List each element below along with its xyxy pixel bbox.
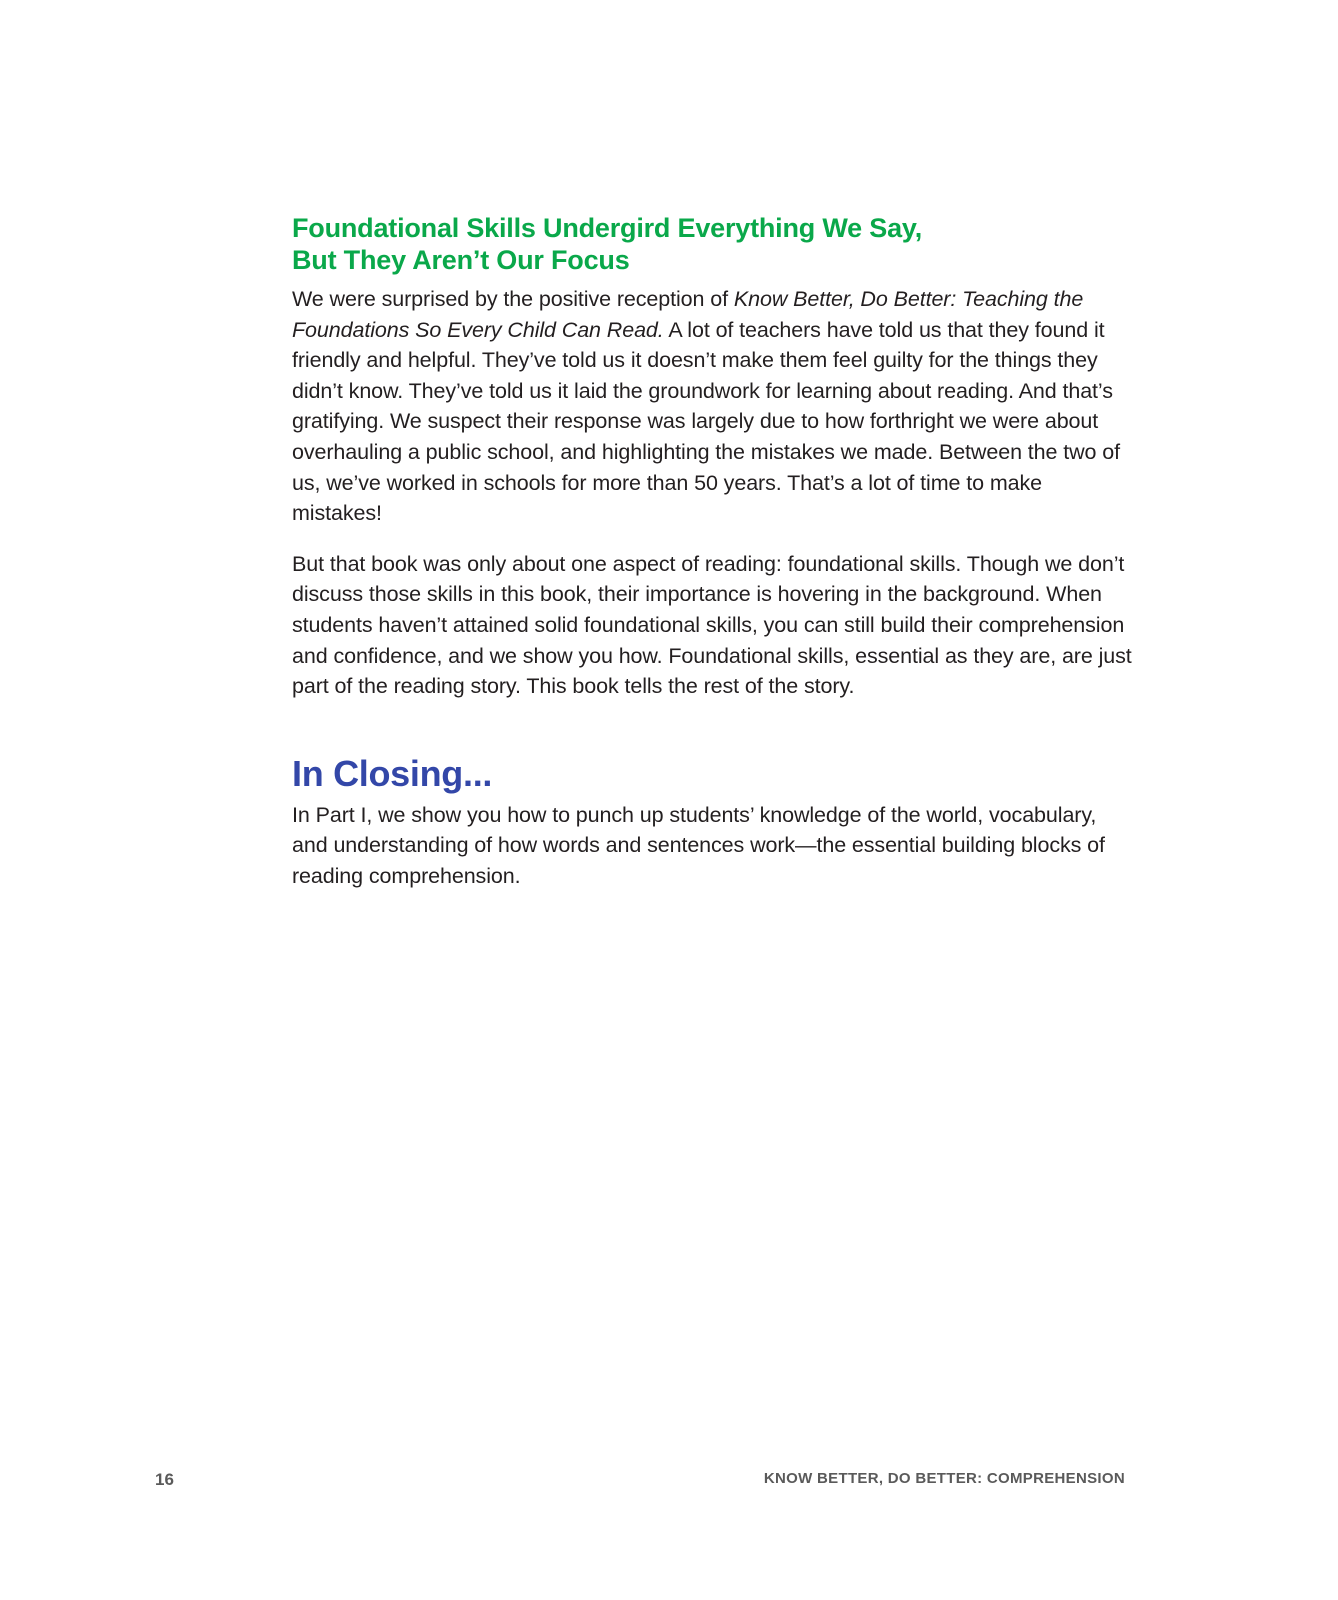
paragraph-text: We were surprised by the positive reception of <box>292 287 734 311</box>
section-heading-foundational-skills <box>292 212 1132 276</box>
paragraph-text: A lot of teachers have told us that they found it friendly and helpful. They’ve told us it doesn’t make them feel guilty for the things they didn’t know. They’ve told us it laid the groundwork for learning about reading. And that’s gratifying. We suspect their response was largely due to how forthright we were about overhauling a public school, and highlighting the mistakes we made. Between the two of us, we’ve worked in schools for more than 50 years. That’s a lot of time to make mistakes! <box>292 317 1121 526</box>
page-number: 16 <box>155 1470 174 1489</box>
running-title: KNOW BETTER, DO BETTER: COMPREHENSION <box>763 1470 1125 1487</box>
heading-line-2: But They Aren’t Our Focus <box>292 245 630 275</box>
heading-line-1: Foundational Skills Undergird Everything We Say, <box>292 213 923 243</box>
paragraph-in-closing: In Part I, we show you how to punch up students’ knowledge of the world, vocabulary, and understanding of how words and sentences work—the essential building blocks of reading comprehension. <box>292 802 1105 888</box>
section-heading-in-closing: In Closing... <box>292 752 493 794</box>
paragraph-foundational-skills: But that book was only about one aspect of reading: foundational skills. Though we don’t discuss those skills in this book, their importance is hovering in the background. When students haven’t attained solid foundational skills, you can still build their comprehension and confidence, and we show you how. Foundational skills, essential as they are, are just part of the reading story. This book tells the rest of the story. <box>292 551 1132 699</box>
page-content <box>292 212 1132 892</box>
book-title-italic: Know Better, Do Better: Teaching the Foundations So Every Child Can Read. <box>292 287 1084 342</box>
paragraph-reception <box>292 284 1132 529</box>
